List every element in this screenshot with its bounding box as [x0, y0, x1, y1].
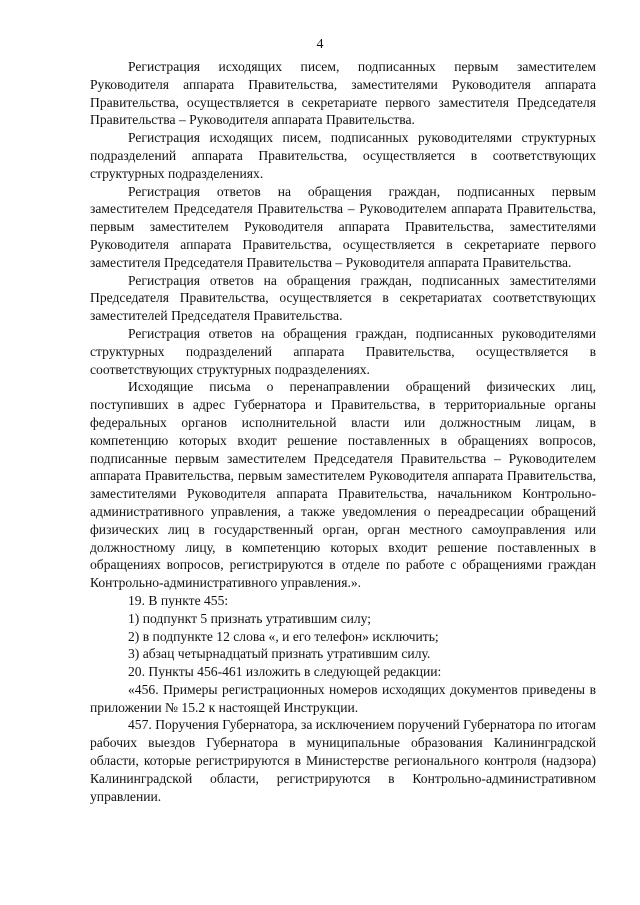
paragraph-registration-deputy-head: Регистрация исходящих писем, подписанных первым заместителем Руководителя аппарата Правительства, заместителями Руководителя аппарата Правительства, осуществляется в секретариате первого заместителя Председателя Правительства – Руководителя аппарата Правительства. [90, 59, 596, 128]
paragraph-registration-structural-units: Регистрация исходящих писем, подписанных руководителями структурных подразделений аппарата Правительства, осуществляется в соответствующих структурных подразделениях. [90, 130, 596, 181]
paragraph-citizen-replies-deputies: Регистрация ответов на обращения граждан, подписанных заместителями Председателя Правительства, осуществляется в секретариатах соответствующих заместителей Председателя Правительства. [90, 272, 596, 324]
paragraph-subitem-2: 2) в подпункте 12 слова «, и его телефон» исключить; [128, 628, 439, 644]
document-body [90, 58, 596, 805]
page-number: 4 [316, 37, 324, 52]
paragraph-subitem-3: 3) абзац четырнадцатый признать утратившим силу. [128, 646, 431, 662]
paragraph-citizen-replies-structural-units: Регистрация ответов на обращения граждан, подписанных руководителями структурных подразделений аппарата Правительства, осуществляется в соответствующих структурных подразделениях. [90, 325, 596, 377]
paragraph-subitem-1: 1) подпункт 5 признать утратившим силу; [128, 610, 372, 626]
paragraph-citizen-replies-first-deputy: Регистрация ответов на обращения граждан, подписанных первым заместителем Председателя Правительства – Руководителем аппарата Правительства, первым заместителем Руководителя аппарата Правительства, заместителями Руководителя аппарата Правительства, осуществляется в секретариате первого заместителя Председателя Правительства – Руководителя аппарата Правительства. [90, 183, 596, 270]
paragraph-item-19: 19. В пункте 455: [128, 592, 229, 608]
paragraph-point-456: «456. Примеры регистрационных номеров исходящих документов приведены в приложении № 15.2 к настоящей Инструкции. [90, 681, 596, 715]
paragraph-redirected-appeals: Исходящие письма о перенаправлении обращений физических лиц, поступивших в адрес Губернатора и Правительства, в территориальные органы федеральных органов исполнительной власти или должностным лицам, в компетенцию которых входит решение поставленных в обращениях вопросов, подписанные первым заместителем Председателя Правительства – Руководителем аппарата Правительства, первым заместителем Руководителя аппарата Правительства, заместителями Руководителя аппарата Правительства, начальником Контрольно-административного управления, а также уведомления о переадресации обращений физических лиц в государственный орган, орган местного самоуправления или должностному лицу, в компетенцию которых входит решение поставленных в обращениях вопросов, регистрируются в отделе по работе с обращениями граждан Контрольно-административного управления.». [90, 379, 596, 591]
paragraph-point-457: 457. Поручения Губернатора, за исключением поручений Губернатора по итогам рабочих выездов Губернатора в муниципальные образования Калининградской области, которые регистрируются в Министерстве регионального контроля (надзора) Калининградской области, регистрируются в Контрольно-административном управлении. [90, 717, 596, 804]
paragraph-item-20: 20. Пункты 456-461 изложить в следующей редакции: [128, 664, 442, 680]
